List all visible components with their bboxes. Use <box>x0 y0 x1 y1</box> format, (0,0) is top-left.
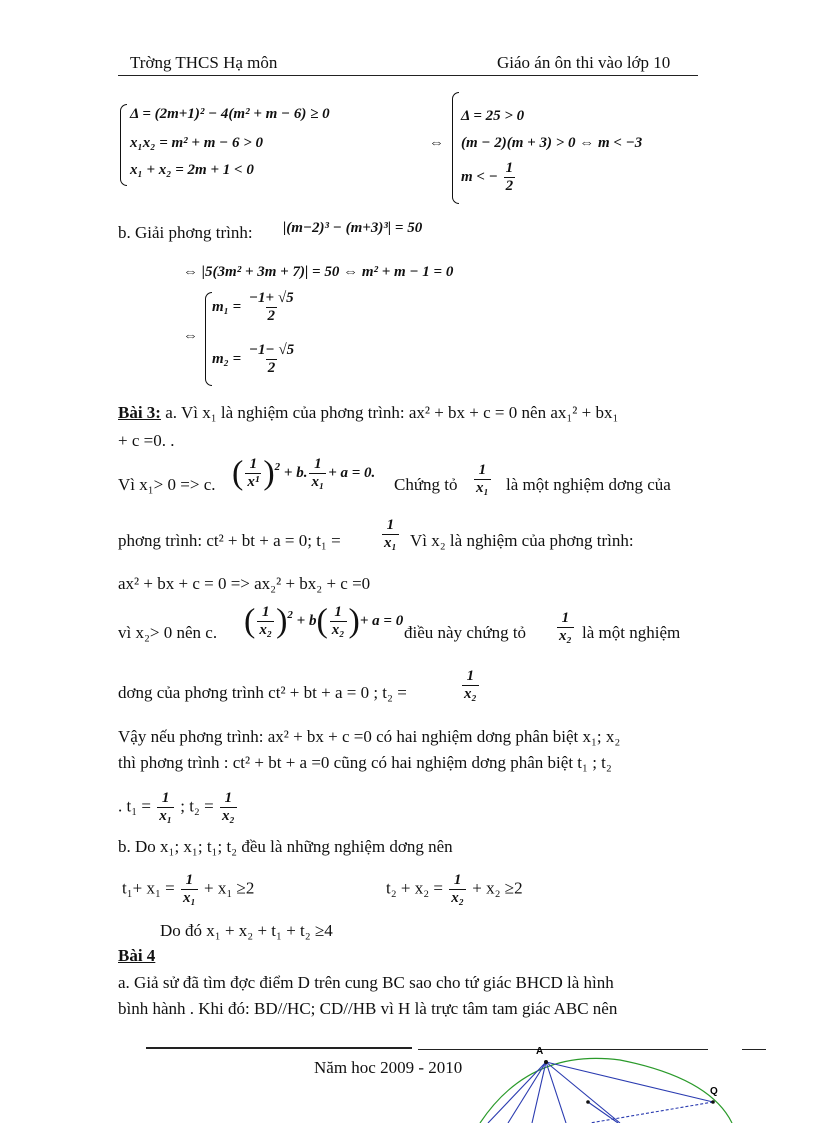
header-left: Trờng THCS Hạ môn <box>130 53 278 72</box>
roots-equiv: ⇔ <box>183 328 198 344</box>
system-line-2: x₁x₂ = m² + m − 6 > 0 <box>130 135 264 151</box>
bai3-line-3-pre: Vì x₁> 0 => c. <box>118 475 216 494</box>
equivalence-symbol: ⇔ <box>429 135 444 151</box>
bai3-line-1: Bài 3: a. Vì x₁ là nghiệm của phơng trình: ax² + bx + c = 0 nên ax₁² + bx₁ <box>118 403 619 422</box>
bai3-title: Bài 3: <box>118 403 161 422</box>
segment-a-2 <box>508 1062 546 1123</box>
bai3-line-4-post: Vì x₂ là nghiệm của phơng trình: <box>410 531 634 550</box>
bai3-line-5: ax² + bx + c = 0 => ax₂² + bx₂ + c =0 <box>118 574 371 593</box>
part-b-step: ⇔ |5(3m² + 3m + 7)| = 50 ⇔ m² + m − 1 = 0 <box>183 264 454 280</box>
bai3-line-3-mid: Chứng tỏ <box>394 475 458 494</box>
system-line-1: Δ = (2m+1)² − 4(m² + m − 6) ≥ 0 <box>130 106 330 122</box>
bai3-line-7-pre: dơng của phơng trình ct² + bt + a = 0 ; t₂ = <box>118 683 407 702</box>
bai3-expr-2: ( $\frac{1}{\text{x₂}}$ )$^2$ + b( $\frac{1}{\text{x₂}}$ )+ a = 0 <box>244 602 404 640</box>
segment-a-4 <box>546 1062 566 1123</box>
bai3-b-line: b. Do x₁; x₁; t₁; t₂ đều là những nghiệm dơng nên <box>118 837 453 856</box>
segment-a-1 <box>488 1062 546 1123</box>
fraction-one-half: $\frac{1}{2}$ <box>505 160 514 194</box>
inequality-2: t₂ + x₂ = $\frac{1}{\text{x₂}}$ + x₂ ≥2 <box>386 872 523 906</box>
bai4-title: Bài 4 <box>118 946 156 965</box>
bai3-line-4-pre: phơng trình: ct² + bt + a = 0; t₁ = <box>118 531 341 550</box>
brace-left-system <box>120 104 127 186</box>
bai4-line-1: a. Giả sử đã tìm đợc điểm D trên cung BC sao cho tứ giác BHCD là hình <box>118 973 614 992</box>
header-right: Giáo án ôn thi vào lớp 10 <box>497 53 671 72</box>
point-q <box>711 1100 715 1104</box>
frac-1-x1-b: $\frac{1}{\text{x₁}}$ <box>384 517 397 551</box>
right-line-3 <box>461 160 517 195</box>
label-a: A <box>536 1046 544 1057</box>
bai3-line-6-pre: vì x₂> 0 nên c. <box>118 623 218 642</box>
bai3-line-6-post: là một nghiệm <box>582 623 681 642</box>
frac-1-x2-a: $\frac{1}{\text{x₂}}$ <box>559 610 572 644</box>
point-mid <box>586 1100 590 1104</box>
footer-text: Năm hoc 2009 - 2010 <box>314 1058 463 1077</box>
label-q: Q <box>710 1086 718 1097</box>
right-line-1: Δ = 25 > 0 <box>461 108 525 124</box>
system-line-3: x₁ + x₂ = 2m + 1 < 0 <box>130 162 254 178</box>
segment-a-3 <box>532 1062 546 1123</box>
bai3-line-3-post: là một nghiệm dơng của <box>506 475 671 494</box>
geometry-figure <box>470 1038 770 1123</box>
bai3-expr-1: ( $\frac{1}{\text{x¹}}$ )$^2$ + b. $\frac{1}{\text{x₁}}$ + a = 0. <box>232 454 376 492</box>
right-line-2: (m − 2)(m + 3) > 0 ⇔ m < −3 <box>461 135 643 151</box>
bai3-line-9: thì phơng trình : ct² + bt + a =0 cũng có hai nghiệm dơng phân biệt t₁ ; t₂ <box>118 753 612 772</box>
inequality-1: t₁+ x₁ = $\frac{1}{\text{x₁}}$ + x₁ ≥2 <box>122 872 255 906</box>
part-b-equation: |(m−2)³ − (m+3)³| = 50 <box>283 220 423 236</box>
frac-1-x2-b: $\frac{1}{\text{x₂}}$ <box>464 668 477 702</box>
point-a <box>544 1060 548 1064</box>
bai3-line-2: + c =0. . <box>118 431 175 450</box>
part-b-label: b. Giải phơng trình: <box>118 223 253 242</box>
frac-1-x1-a: $\frac{1}{\text{x₁}}$ <box>476 462 489 496</box>
right-line-3-text: m < − <box>461 168 498 185</box>
bai3-line-10: . t₁ = $\frac{1}{\text{x₁}}$ ; t₂ = $\frac{1}{\text{x₂}}$ <box>118 790 235 824</box>
header-rule <box>118 75 698 76</box>
root-m2: m₂ = $\frac{-1- √5}{2}$ <box>212 342 295 376</box>
bai4-line-2: bình hành . Khi đó: BD//HC; CD//HB vì H là trực tâm tam giác ABC nên <box>118 999 618 1018</box>
sum-line: Do đó x₁ + x₂ + t₁ + t₂ ≥4 <box>160 921 333 940</box>
bai3-line-8: Vậy nếu phơng trình: ax² + bx + c =0 có hai nghiệm dơng phân biệt x₁; x₂ <box>118 727 621 746</box>
brace-roots <box>205 292 212 386</box>
circle-arc <box>480 1058 732 1123</box>
segment-q-left <box>590 1102 713 1123</box>
brace-right-system <box>452 92 459 204</box>
segment-mid <box>588 1102 618 1123</box>
footer-rule-left <box>146 1047 412 1049</box>
bai3-line-6-mid: điều này chứng tỏ <box>404 623 527 642</box>
root-m1: m₁ = $\frac{-1+ √5}{2}$ <box>212 290 294 324</box>
